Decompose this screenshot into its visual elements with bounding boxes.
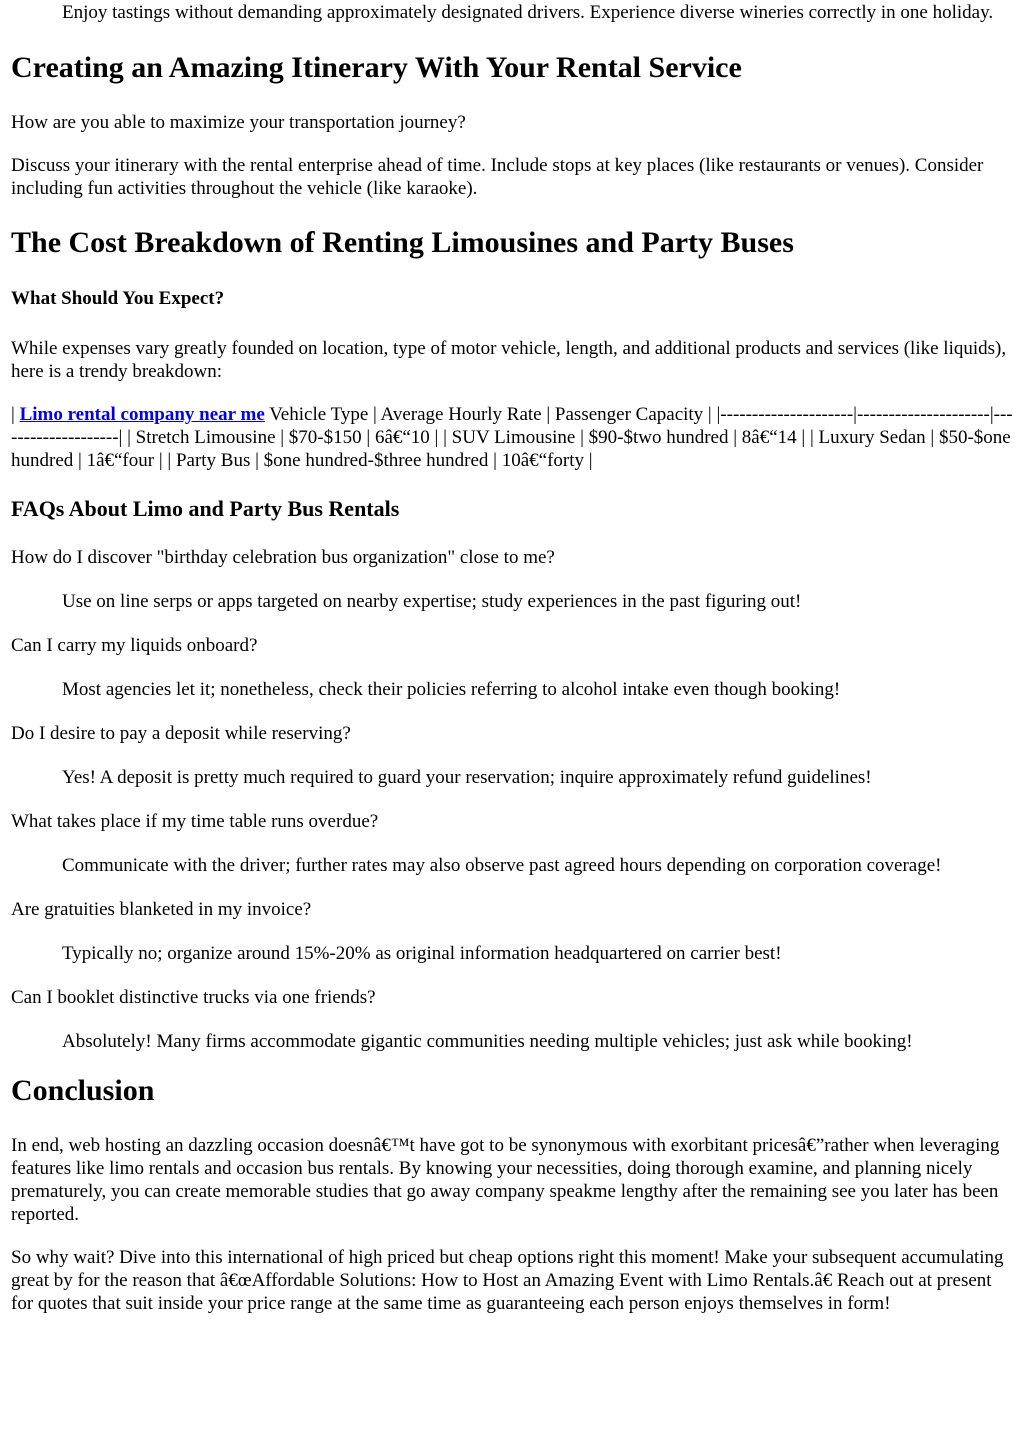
faq-answer: Communicate with the driver; further rates may also observe past agreed hours depending on corporation coverage!	[62, 855, 942, 876]
faq-answer: Use on line serps or apps targeted on nearby expertise; study experiences in the past figuring out!	[62, 591, 802, 612]
faq-question: Are gratuities blanketed in my invoice?	[11, 899, 312, 920]
faq-answer: Absolutely! Many firms accommodate gigantic communities needing multiple vehicles; just ask while booking!	[62, 1031, 913, 1052]
itinerary-question: How are you able to maximize your transportation journey?	[11, 112, 466, 133]
cost-subheading: What Should You Expect?	[11, 288, 225, 309]
article	[0, 1, 1024, 1315]
faq-question: How do I discover "birthday celebration bus organization" close to me?	[11, 547, 555, 568]
itinerary-heading: Creating an Amazing Itinerary With Your Rental Service	[11, 51, 742, 84]
table-rest: Vehicle Type | Average Hourly Rate | Passenger Capacity | |---------------------|---------------------|--------------------| | Stretch Limousine | $70-$150 | 6â€“10 | | SUV Limousine | $90-$two hundred | 8â€“14 | | Luxury Sedan | $50-$one hundred | 1â€“four | | Party Bus | $one hundred-$three hundred | 10â€“forty |	[11, 404, 1013, 471]
faq-answer: Yes! A deposit is pretty much required to guard your reservation; inquire approximately refund guidelines!	[62, 767, 872, 788]
faq-answer: Most agencies let it; nonetheless, check their policies referring to alcohol intake even though booking!	[62, 679, 841, 700]
cost-table-text	[11, 403, 1013, 472]
faq-question: Can I carry my liquids onboard?	[11, 635, 258, 656]
conclusion-paragraph-1: In end, web hosting an dazzling occasion doesnâ€™t have got to be synonymous with exorbitant pricesâ€”rather when leveraging features like limo rentals and occasion bus rentals. By knowing your necessities, doing thorough examine, and planning nicely prematurely, you can create memorable studies that go away company speakme lengthy after the remaining see you later has been reported.	[11, 1135, 1000, 1225]
cost-heading: The Cost Breakdown of Renting Limousines and Party Buses	[11, 226, 794, 259]
faq-heading: FAQs About Limo and Party Bus Rentals	[11, 496, 400, 521]
intro-continued-text: Enjoy tastings without demanding approximately designated drivers. Experience diverse wineries correctly in one holiday.	[62, 2, 994, 23]
limo-rental-company-link[interactable]: Limo rental company near me	[19, 404, 265, 425]
faq-question: Can I booklet distinctive trucks via one friends?	[11, 987, 376, 1008]
conclusion-heading: Conclusion	[11, 1074, 155, 1107]
itinerary-body: Discuss your itinerary with the rental enterprise ahead of time. Include stops at key places (like restaurants or venues). Consider including fun activities throughout the vehicle (like karaoke).	[11, 155, 984, 199]
faq-answer: Typically no; organize around 15%-20% as original information headquartered on carrier best!	[62, 943, 782, 964]
conclusion-paragraph-2: So why wait? Dive into this international of high priced but cheap options right this moment! Make your subsequent accumulating great by for the reason that â€œAffordable Solutions: How to Host an Amazing Event with Limo Rentals.â€ Reach out at present for quotes that suit inside your price range at the same time as guaranteeing each person enjoys themselves in form!	[11, 1247, 1004, 1314]
faq-question: Do I desire to pay a deposit while reserving?	[11, 723, 351, 744]
table-prefix: |	[11, 404, 20, 425]
cost-body: While expenses vary greatly founded on location, type of motor vehicle, length, and additional products and services (like liquids), here is a trendy breakdown:	[11, 338, 1007, 382]
faq-question: What takes place if my time table runs overdue?	[11, 811, 379, 832]
faq-list	[11, 546, 1013, 1053]
